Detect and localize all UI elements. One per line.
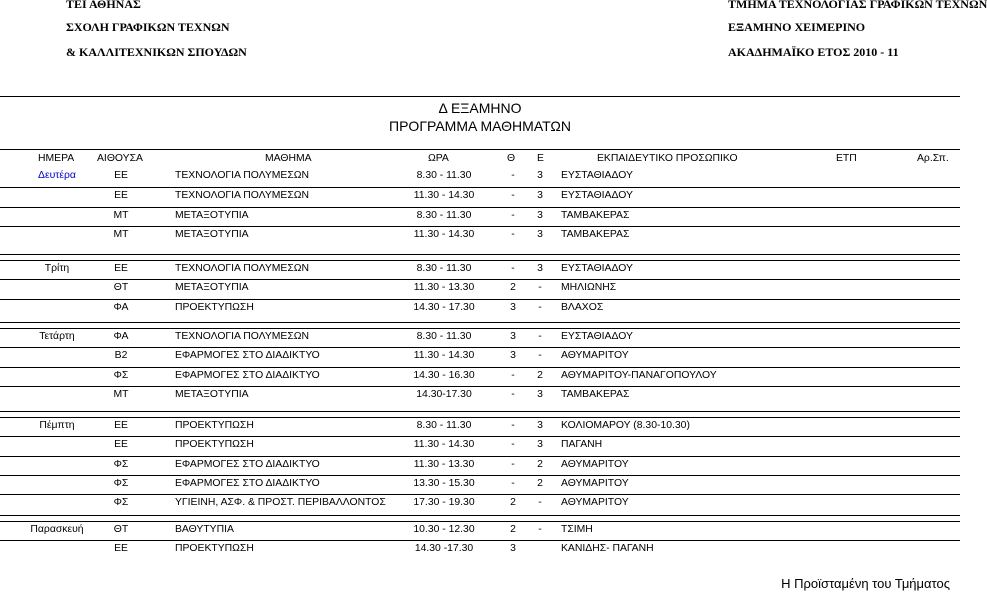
academic-year: ΑΚΑΔΗΜΑΪΚΟ ΕΤΟΣ 2010 - 11 — [728, 45, 899, 59]
time-cell: 8.30 - 11.30 — [416, 209, 472, 221]
teacher-cell: ΒΛΑΧΟΣ — [561, 301, 604, 313]
day-group-separator — [0, 411, 960, 412]
semester-season: ΕΞΑΜΗΝΟ ΧΕΙΜΕΡΙΝΟ — [728, 20, 866, 34]
room-cell: ΘΤ — [113, 282, 129, 294]
column-header-room-number: Αρ.Σπ. — [917, 153, 949, 164]
theory-hours-cell: - — [511, 369, 515, 381]
theory-hours-cell: - — [511, 420, 515, 431]
title-bottom-rule — [0, 149, 960, 150]
lab-hours-cell: 3 — [537, 209, 543, 221]
theory-hours-cell: - — [511, 190, 515, 202]
time-cell: 13.30 - 15.30 — [413, 477, 475, 489]
teacher-cell: ΕΥΣΤΑΘΙΑΔΟΥ — [561, 170, 633, 181]
teacher-cell: ΜΗΛΙΩΝΗΣ — [561, 282, 617, 294]
institution-name: ΤΕΙ ΑΘΗΝΑΣ — [66, 0, 141, 11]
time-cell: 14.30 - 17.30 — [413, 301, 475, 313]
course-cell: ΜΕΤΑΞΟΤΥΠΙΑ — [175, 388, 249, 400]
table-row — [0, 168, 960, 184]
day-cell: Τετάρτη — [39, 331, 75, 342]
lab-hours-cell: 3 — [537, 170, 543, 181]
room-cell: ΦΣ — [113, 477, 129, 489]
theory-hours-cell: 2 — [510, 282, 516, 294]
table-row — [0, 328, 960, 345]
room-cell: ΕΕ — [114, 170, 128, 181]
lab-hours-cell: 3 — [537, 420, 543, 431]
lab-hours-cell: 3 — [537, 263, 543, 274]
room-cell: ΜΤ — [113, 209, 129, 221]
table-row — [0, 475, 960, 492]
table-row — [0, 436, 960, 453]
room-cell: ΕΕ — [114, 263, 128, 274]
lab-hours-cell: 3 — [537, 439, 543, 451]
teacher-cell: ΤΑΜΒΑΚΕΡΑΣ — [561, 228, 630, 240]
table-row — [0, 367, 960, 384]
theory-hours-cell: 3 — [510, 331, 516, 342]
teacher-cell: ΕΥΣΤΑΘΙΑΔΟΥ — [561, 331, 633, 342]
room-cell: ΕΕ — [114, 439, 128, 451]
teacher-cell: ΑΘΥΜΑΡΙΤΟΥ-ΠΑΝΑΓΟΠΟΥΛΟΥ — [561, 369, 717, 381]
day-cell: Δευτέρα — [38, 170, 76, 181]
lab-hours-cell: - — [538, 282, 542, 294]
room-cell: ΦΑ — [113, 301, 129, 313]
time-cell: 11.30 - 14.30 — [413, 190, 475, 202]
day-cell: Τρίτη — [44, 263, 70, 274]
room-cell: ΦΣ — [113, 369, 129, 381]
theory-hours-cell: - — [511, 263, 515, 274]
lab-hours-cell: - — [538, 301, 542, 313]
teacher-cell: ΚΟΛΙΟΜΑΡΟΥ (8.30-10.30) — [561, 420, 690, 431]
time-cell: 17.30 - 19.30 — [413, 497, 475, 509]
semester-title: Δ ΕΞΑΜΗΝΟ — [438, 100, 522, 116]
teacher-cell: ΑΘΥΜΑΡΙΤΟΥ — [561, 477, 629, 489]
time-cell: 8.30 - 11.30 — [416, 170, 472, 181]
time-cell: 14.30-17.30 — [416, 388, 472, 400]
course-cell: ΠΡΟΕΚΤΥΠΩΣΗ — [175, 543, 254, 555]
course-cell: ΥΓΙΕΙΝΗ, ΑΣΦ. & ΠΡΟΣΤ. ΠΕΡΙΒΑΛΛΟΝΤΟΣ — [175, 497, 386, 509]
theory-hours-cell: - — [511, 209, 515, 221]
teacher-cell: ΠΑΓΑΝΗ — [561, 439, 603, 451]
course-cell: ΤΕΧΝΟΛΟΓΙΑ ΠΟΛΥΜΕΣΩΝ — [175, 190, 310, 202]
column-header-course: ΜΑΘΗΜΑ — [265, 153, 312, 164]
theory-hours-cell: - — [511, 477, 515, 489]
department-name: ΤΜΗΜΑ ΤΕΧΝΟΛΟΓΙΑΣ ΓΡΑΦΙΚΩΝ ΤΕΧΝΩΝ — [728, 0, 987, 11]
time-cell: 8.30 - 11.30 — [416, 263, 472, 274]
teacher-cell: ΑΘΥΜΑΡΙΤΟΥ — [561, 458, 629, 470]
column-header-room: ΑΙΘΟΥΣΑ — [97, 153, 143, 164]
room-cell: ΦΣ — [113, 458, 129, 470]
theory-hours-cell: 2 — [510, 524, 516, 535]
lab-hours-cell: - — [538, 350, 542, 362]
teacher-cell: ΚΑΝΙΔΗΣ- ΠΑΓΑΝΗ — [561, 543, 654, 555]
room-cell: ΕΕ — [114, 420, 128, 431]
lab-hours-cell: - — [538, 524, 542, 535]
time-cell: 11.30 - 13.30 — [413, 282, 475, 294]
course-cell: ΕΦΑΡΜΟΓΕΣ ΣΤΟ ΔΙΑΔΙΚΤΥΟ — [175, 350, 320, 362]
table-row — [0, 494, 960, 511]
day-group-separator — [0, 515, 960, 516]
theory-hours-cell: 2 — [510, 497, 516, 509]
time-cell: 14.30 - 16.30 — [413, 369, 475, 381]
theory-hours-cell: - — [511, 388, 515, 400]
lab-hours-cell: 3 — [537, 388, 543, 400]
theory-hours-cell: 3 — [510, 350, 516, 362]
course-cell: ΠΡΟΕΚΤΥΠΩΣΗ — [175, 439, 254, 451]
teacher-cell: ΤΑΜΒΑΚΕΡΑΣ — [561, 209, 630, 221]
table-row — [0, 456, 960, 473]
teacher-cell: ΑΘΥΜΑΡΙΤΟΥ — [561, 497, 629, 509]
day-cell: Παρασκευή — [30, 524, 84, 535]
signature-caption: Η Προϊσταμένη του Τμήματος — [781, 576, 950, 591]
lab-hours-cell: 2 — [537, 458, 543, 470]
lab-hours-cell: - — [538, 497, 542, 509]
course-cell: ΕΦΑΡΜΟΓΕΣ ΣΤΟ ΔΙΑΔΙΚΤΥΟ — [175, 458, 320, 470]
lab-hours-cell: - — [538, 331, 542, 342]
lab-hours-cell: 3 — [537, 190, 543, 202]
theory-hours-cell: - — [511, 439, 515, 451]
course-cell: ΒΑΘΥΤΥΠΙΑ — [175, 524, 234, 535]
room-cell: ΕΕ — [114, 543, 128, 555]
course-cell: ΤΕΧΝΟΛΟΓΙΑ ΠΟΛΥΜΕΣΩΝ — [175, 170, 310, 181]
teacher-cell: ΕΥΣΤΑΘΙΑΔΟΥ — [561, 190, 633, 202]
theory-hours-cell: - — [511, 170, 515, 181]
table-row — [0, 207, 960, 224]
lab-hours-cell: 2 — [537, 477, 543, 489]
course-cell: ΠΡΟΕΚΤΥΠΩΣΗ — [175, 301, 254, 313]
column-header-theory: Θ — [507, 153, 516, 164]
room-cell: ΕΕ — [114, 190, 128, 202]
column-header-etp: ΕΤΠ — [836, 153, 857, 164]
table-row — [0, 260, 960, 277]
day-group-separator — [0, 254, 960, 255]
day-cell: Πέμπτη — [39, 420, 75, 431]
course-cell: ΜΕΤΑΞΟΤΥΠΙΑ — [175, 228, 249, 240]
course-cell: ΕΦΑΡΜΟΓΕΣ ΣΤΟ ΔΙΑΔΙΚΤΥΟ — [175, 369, 320, 381]
lab-hours-cell: 3 — [537, 228, 543, 240]
time-cell: 8.30 - 11.30 — [416, 420, 472, 431]
teacher-cell: ΤΑΜΒΑΚΕΡΑΣ — [561, 388, 630, 400]
teacher-cell: ΤΣΙΜΗ — [561, 524, 593, 535]
room-cell: Β2 — [114, 350, 128, 362]
school-name: ΣΧΟΛΗ ΓΡΑΦΙΚΩΝ ΤΕΧΝΩΝ — [66, 20, 230, 34]
table-row — [0, 386, 960, 403]
theory-hours-cell: - — [511, 458, 515, 470]
course-cell: ΕΦΑΡΜΟΓΕΣ ΣΤΟ ΔΙΑΔΙΚΤΥΟ — [175, 477, 320, 489]
room-cell: ΜΤ — [113, 228, 129, 240]
room-cell: ΘΤ — [113, 524, 129, 535]
course-cell: ΠΡΟΕΚΤΥΠΩΣΗ — [175, 420, 254, 431]
time-cell: 14.30 -17.30 — [414, 543, 474, 555]
room-cell: ΦΑ — [113, 331, 129, 342]
teacher-cell: ΑΘΥΜΑΡΙΤΟΥ — [561, 350, 629, 362]
theory-hours-cell: 3 — [510, 301, 516, 313]
table-row — [0, 299, 960, 316]
teacher-cell: ΕΥΣΤΑΘΙΑΔΟΥ — [561, 263, 633, 274]
theory-hours-cell: 3 — [510, 543, 516, 555]
course-cell: ΜΕΤΑΞΟΤΥΠΙΑ — [175, 209, 249, 221]
column-header-lab: Ε — [537, 153, 544, 164]
program-title: ΠΡΟΓΡΑΜΜΑ ΜΑΘΗΜΑΤΩΝ — [388, 118, 571, 134]
table-row — [0, 521, 960, 538]
time-cell: 11.30 - 14.30 — [413, 350, 475, 362]
room-cell: ΜΤ — [113, 388, 129, 400]
time-cell: 11.30 - 14.30 — [413, 228, 475, 240]
room-cell: ΦΣ — [113, 497, 129, 509]
course-cell: ΤΕΧΝΟΛΟΓΙΑ ΠΟΛΥΜΕΣΩΝ — [175, 331, 310, 342]
time-cell: 11.30 - 14.30 — [413, 439, 475, 451]
day-group-separator — [0, 322, 960, 323]
table-row — [0, 187, 960, 204]
time-cell: 8.30 - 11.30 — [416, 331, 472, 342]
table-row — [0, 540, 960, 557]
course-cell: ΤΕΧΝΟΛΟΓΙΑ ΠΟΛΥΜΕΣΩΝ — [175, 263, 310, 274]
lab-hours-cell: 2 — [537, 369, 543, 381]
time-cell: 11.30 - 13.30 — [413, 458, 475, 470]
column-header-time: ΩΡΑ — [428, 153, 449, 164]
column-header-day: ΗΜΕΡΑ — [38, 153, 75, 164]
table-row — [0, 279, 960, 296]
course-cell: ΜΕΤΑΞΟΤΥΠΙΑ — [175, 282, 249, 294]
table-row — [0, 347, 960, 364]
column-header-teacher: ΕΚΠΑΙΔΕΥΤΙΚΟ ΠΡΟΣΩΠΙΚΟ — [597, 153, 738, 164]
school-name-cont: & ΚΑΛΛΙΤΕΧΝΙΚΩΝ ΣΠΟΥΔΩΝ — [66, 45, 247, 59]
table-row — [0, 226, 960, 243]
time-cell: 10.30 - 12.30 — [413, 524, 475, 535]
title-top-rule — [0, 96, 960, 97]
theory-hours-cell: - — [511, 228, 515, 240]
table-row — [0, 417, 960, 434]
